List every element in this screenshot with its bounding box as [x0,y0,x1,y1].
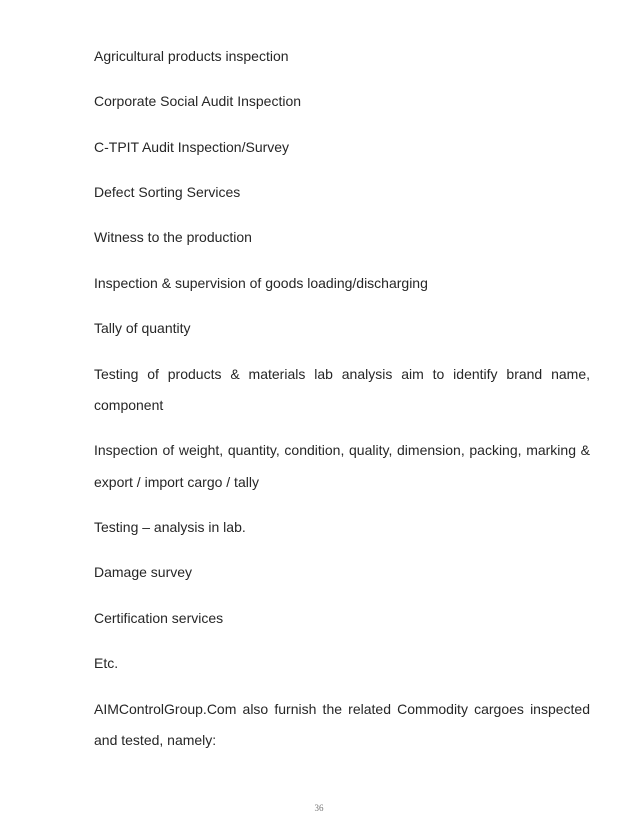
service-item-testing-line-2: component [94,397,164,413]
service-item-defect-sorting: Defect Sorting Services [94,184,241,200]
page-number: 36 [314,803,324,813]
service-item-loading-supervision: Inspection & supervision of goods loading/discharging [94,275,428,291]
service-item-etc: Etc. [94,655,119,671]
service-item-inspection-line-1: Inspection of weight, quantity, condition, quality, dimension, packing, marking & [94,442,590,458]
service-item-damage-survey: Damage survey [94,564,193,580]
service-item-social-audit: Corporate Social Audit Inspection [94,93,302,109]
service-item-certification: Certification services [94,610,224,626]
service-item-tally-quantity: Tally of quantity [94,320,191,336]
service-item-lab-testing: Testing – analysis in lab. [94,519,246,535]
paragraph-commodity-line-1: AIMControlGroup.Com also furnish the related Commodity cargoes inspected [94,701,590,717]
service-item-agricultural: Agricultural products inspection [94,48,289,64]
service-item-inspection-line-2: export / import cargo / tally [94,474,259,490]
paragraph-commodity-line-2: and tested, namely: [94,732,217,748]
service-item-witness-production: Witness to the production [94,229,252,245]
service-item-ctpit-audit: C-TPIT Audit Inspection/Survey [94,139,290,155]
service-item-testing-line-1: Testing of products & materials lab analysis aim to identify brand name, [94,366,590,382]
